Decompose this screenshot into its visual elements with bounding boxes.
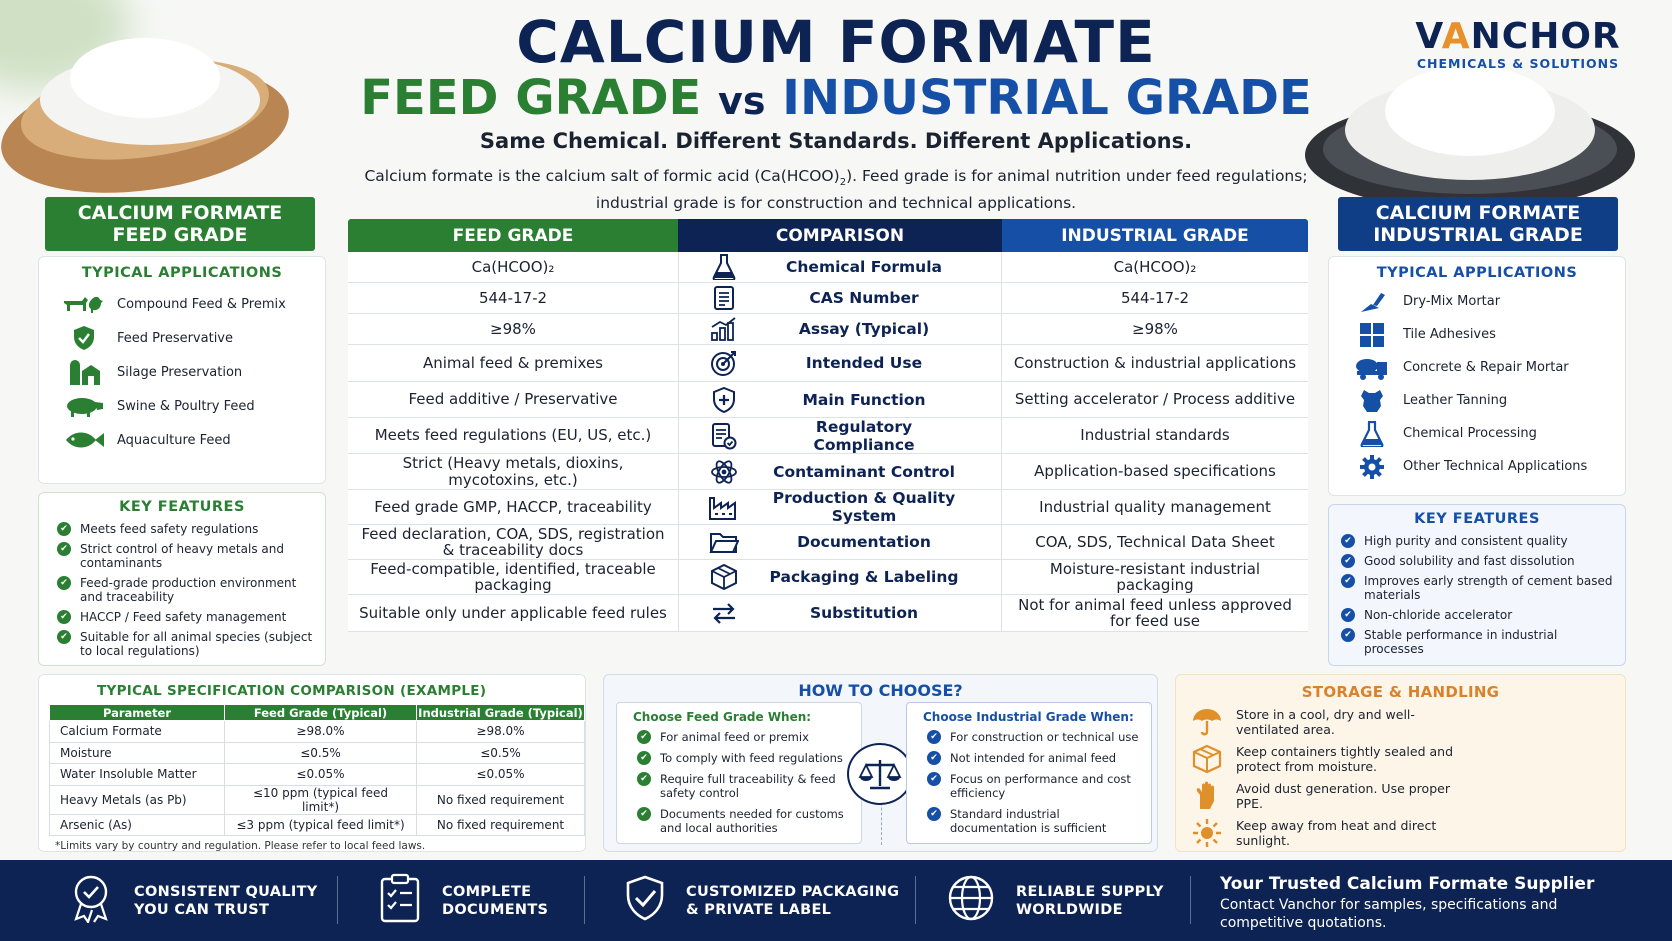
industrial-app-label: Chemical Processing	[1403, 426, 1537, 441]
choose-text: Focus on performance and cost efficiency	[950, 772, 1131, 800]
umbrella-icon	[1188, 707, 1226, 737]
storage-handling-card	[1175, 674, 1626, 852]
feature-item	[57, 522, 319, 536]
industrial-grade-cell: Industrial quality management	[1039, 497, 1271, 516]
shield-check-icon	[624, 874, 666, 927]
footer-separator	[337, 876, 338, 924]
footer-item-quality	[68, 860, 318, 941]
footer-separator	[915, 876, 916, 924]
footer-separator	[584, 876, 585, 924]
spec-row	[50, 742, 585, 764]
comparison-label-cell	[678, 283, 1002, 313]
comparison-label: Documentation	[797, 533, 931, 551]
comparison-label: Substitution	[809, 604, 919, 622]
comparison-label-cell	[678, 454, 1002, 489]
choose-industrial-title: Choose Industrial Grade When:	[923, 710, 1134, 724]
flask-icon	[679, 254, 769, 280]
hide-icon	[1347, 388, 1397, 414]
feed-grade-heading	[45, 197, 315, 251]
storage-item	[1176, 814, 1625, 851]
title-feed-grade: FEED GRADE	[360, 70, 702, 126]
intro-part-a: Calcium formate is the calcium salt of formic acid (Ca(HCOO)	[364, 167, 840, 185]
footer-cta-text: Contact Vanchor for samples, specifications and competitive quotations.	[1220, 897, 1558, 931]
feed-grade-cell: Suitable only under applicable feed rules	[359, 603, 667, 622]
choose-item	[617, 772, 861, 800]
feature-item	[1341, 554, 1619, 568]
feed-heading-line1: CALCIUM FORMATE	[77, 202, 283, 224]
check-circle-icon: ✔	[927, 730, 941, 744]
feature-item	[57, 576, 319, 604]
comparison-label: Contaminant Control	[773, 462, 955, 481]
storage-item	[1176, 777, 1625, 814]
bar-chart-icon	[679, 317, 769, 341]
footer-line: & PRIVATE LABEL	[686, 901, 832, 918]
spec-row	[50, 785, 585, 814]
feed-grade-cell: Meets feed regulations (EU, US, etc.)	[374, 426, 652, 445]
col-head-comparison: COMPARISON	[678, 219, 1002, 252]
check-circle-icon: ✔	[637, 730, 651, 744]
comparison-row	[348, 595, 1308, 632]
atom-icon	[679, 458, 769, 486]
feed-grade-cell: Animal feed & premixes	[423, 353, 603, 372]
feature-text: Suitable for all animal species (subject to local regulations)	[80, 630, 313, 658]
feature-text: HACCP / Feed safety management	[80, 610, 287, 624]
comparison-row	[348, 490, 1308, 525]
choose-item	[617, 730, 861, 744]
storage-text: Keep away from heat and direct sunlight.	[1236, 817, 1437, 848]
shield-icon	[59, 325, 109, 351]
feed-grade-cell: Ca(HCOO)₂	[471, 257, 555, 276]
comparison-label: CAS Number	[809, 289, 919, 307]
logo-letter-a: A	[1441, 16, 1471, 57]
industrial-grade-cell: Ca(HCOO)₂	[1113, 257, 1197, 276]
industrial-app-item	[1347, 417, 1625, 450]
gear-icon	[1347, 454, 1397, 480]
comparison-row	[348, 454, 1308, 490]
intro-part-b: ). Feed grade is for animal nutrition under feed regulations; industrial grade is for construction and technical applications.	[595, 167, 1308, 213]
feature-text: Non-chloride accelerator	[1364, 608, 1513, 622]
shield-plus-icon	[679, 387, 769, 413]
feed-grade-cell: ≥98%	[490, 319, 536, 338]
footer-separator	[1190, 876, 1191, 924]
industrial-app-item	[1347, 384, 1625, 417]
feed-app-label: Swine & Poultry Feed	[117, 398, 255, 414]
comparison-label-cell	[678, 595, 1002, 631]
choose-item	[907, 730, 1151, 744]
spec-row	[50, 764, 585, 786]
footer-item-documents	[378, 860, 548, 941]
comparison-row	[348, 345, 1308, 382]
industrial-grade-cell: 544-17-2	[1120, 288, 1190, 307]
footer-line: DOCUMENTS	[442, 901, 549, 918]
industrial-applications-card	[1328, 256, 1626, 496]
industrial-grade-heading	[1338, 197, 1618, 251]
comparison-label-cell	[678, 560, 1002, 594]
page-subtitle	[0, 70, 1672, 126]
choose-item	[907, 807, 1151, 835]
comparison-row	[348, 560, 1308, 595]
choose-text: For construction or technical use	[950, 730, 1139, 744]
feature-item	[1341, 608, 1619, 622]
spec-table	[49, 704, 585, 836]
check-circle-icon: ✔	[927, 751, 941, 765]
industrial-app-label: Tile Adhesives	[1403, 327, 1496, 342]
industrial-app-item	[1347, 318, 1625, 351]
comparison-label-cell	[678, 525, 1002, 559]
glove-icon	[1188, 781, 1226, 811]
industrial-app-item	[1347, 450, 1625, 483]
comparison-label: Regulatory Compliance	[813, 417, 915, 454]
spec-parameter: Heavy Metals (as Pb)	[50, 785, 225, 814]
check-circle-icon: ✔	[637, 751, 651, 765]
spec-parameter: Water Insoluble Matter	[50, 764, 225, 786]
check-circle-icon: ✔	[927, 772, 941, 786]
comparison-label-cell	[678, 252, 1002, 282]
choose-item	[907, 772, 1151, 800]
col-head-industrial: INDUSTRIAL GRADE	[1002, 219, 1308, 252]
feed-app-label: Aquaculture Feed	[117, 432, 231, 448]
factory-icon	[679, 494, 769, 520]
industrial-app-label: Leather Tanning	[1403, 393, 1508, 408]
spec-industrial-value: No fixed requirement	[417, 814, 585, 836]
industrial-grade-cell: Application-based specifications	[1034, 462, 1276, 481]
feed-applications-card	[38, 256, 326, 484]
spec-parameter: Arsenic (As)	[50, 814, 225, 836]
comparison-label-cell	[678, 314, 1002, 344]
choose-item	[617, 807, 861, 835]
check-circle-icon: ✔	[637, 807, 651, 821]
title-vs: vs	[718, 79, 766, 123]
fish-icon	[59, 430, 109, 450]
logo-letter-v: V	[1415, 16, 1442, 57]
balance-scale-icon	[847, 743, 913, 805]
footer-bar	[0, 860, 1672, 941]
industrial-features-card	[1328, 504, 1626, 666]
comparison-label: Chemical Formula	[786, 258, 942, 276]
industrial-features-title: KEY FEATURES	[1414, 511, 1540, 527]
how-to-choose-card	[603, 674, 1158, 852]
choose-text: Documents needed for customs and local authorities	[660, 807, 844, 835]
flask-icon	[1347, 421, 1397, 447]
feed-grade-cell: Feed declaration, COA, SDS, registration & traceability docs	[361, 524, 665, 559]
storage-title: STORAGE & HANDLING	[1301, 683, 1500, 701]
industrial-grade-cell: ≥98%	[1132, 319, 1178, 338]
feature-text: Feed-grade production environment and traceability	[80, 576, 297, 604]
choose-item	[907, 751, 1151, 765]
comparison-label-cell	[678, 418, 1002, 453]
spec-feed-value: ≤10 ppm (typical feed limit*)	[225, 785, 417, 814]
feed-app-label: Compound Feed & Premix	[117, 296, 286, 312]
industrial-grade-cell: Not for animal feed unless approved for feed use	[1018, 595, 1292, 630]
footer-cta	[1220, 873, 1660, 932]
choose-text: To comply with feed regulations	[660, 751, 843, 765]
comparison-row	[348, 314, 1308, 345]
document-check-icon	[679, 422, 769, 450]
spec-feed-value: ≤3 ppm (typical feed limit*)	[225, 814, 417, 836]
trowel-icon	[1347, 290, 1397, 314]
how-title: HOW TO CHOOSE?	[798, 681, 963, 700]
choose-text: Require full traceability & feed safety control	[660, 772, 836, 800]
feed-grade-cell: Feed grade GMP, HACCP, traceability	[374, 497, 652, 516]
choose-feed-title: Choose Feed Grade When:	[633, 710, 812, 724]
comparison-label: Packaging & Labeling	[769, 568, 959, 586]
spec-title: TYPICAL SPECIFICATION COMPARISON (EXAMPLE)	[97, 683, 487, 699]
choose-industrial-box	[906, 702, 1152, 844]
comparison-label-cell	[678, 345, 1002, 381]
comparison-label: Main Function	[802, 390, 926, 409]
vanchor-logo	[1408, 18, 1628, 71]
feed-app-label: Feed Preservative	[117, 330, 233, 346]
feed-grade-cell: Strict (Heavy metals, dioxins, mycotoxins, etc.)	[402, 454, 624, 489]
storage-text: Avoid dust generation. Use proper PPE.	[1236, 780, 1450, 811]
industrial-app-item	[1347, 285, 1625, 318]
spec-header: Industrial Grade (Typical)	[418, 705, 583, 720]
feature-item	[57, 630, 319, 658]
feature-text: Improves early strength of cement based materials	[1364, 574, 1613, 602]
feed-app-label: Silage Preservation	[117, 364, 243, 380]
feature-item	[1341, 574, 1619, 602]
globe-icon	[946, 873, 996, 928]
spec-industrial-value: No fixed requirement	[417, 785, 585, 814]
storage-item	[1176, 740, 1625, 777]
feature-text: Meets feed safety regulations	[80, 522, 259, 536]
document-icon	[679, 285, 769, 311]
industrial-grade-cell: Industrial standards	[1080, 426, 1230, 445]
storage-item	[1176, 703, 1625, 740]
clipboard-icon	[378, 873, 422, 928]
pig-icon	[59, 395, 109, 417]
feature-text: High purity and consistent quality	[1364, 534, 1568, 548]
storage-text: Keep containers tightly sealed and protect from moisture.	[1236, 743, 1454, 774]
footer-item-packaging	[624, 860, 899, 941]
industrial-app-label: Concrete & Repair Mortar	[1403, 360, 1569, 375]
footer-cta-title: Your Trusted Calcium Formate Supplier	[1220, 874, 1595, 894]
industrial-app-label: Dry-Mix Mortar	[1403, 294, 1501, 309]
feed-app-item	[59, 423, 325, 457]
mixer-truck-icon	[1347, 356, 1397, 380]
industrial-apps-title: TYPICAL APPLICATIONS	[1376, 265, 1578, 281]
check-circle-icon: ✔	[57, 630, 71, 644]
comparison-row	[348, 252, 1308, 283]
spec-comparison-card	[38, 674, 586, 852]
choose-item	[617, 751, 861, 765]
comparison-label-cell	[678, 382, 1002, 417]
check-circle-icon: ✔	[1341, 574, 1355, 588]
feature-text: Stable performance in industrial processes	[1364, 628, 1558, 656]
spec-feed-value: ≤0.5%	[225, 742, 417, 764]
intro-subscript: 2	[839, 177, 847, 189]
feed-grade-cell: Feed-compatible, identified, traceable packaging	[370, 559, 656, 594]
check-circle-icon: ✔	[927, 807, 941, 821]
check-circle-icon: ✔	[57, 522, 71, 536]
industrial-grade-cell: Moisture-resistant industrial packaging	[1049, 559, 1261, 594]
spec-feed-value: ≤0.05%	[225, 764, 417, 786]
spec-row	[50, 721, 585, 743]
storage-text: Store in a cool, dry and well-ventilated area.	[1236, 706, 1415, 737]
check-circle-icon: ✔	[57, 610, 71, 624]
spec-row	[50, 814, 585, 836]
check-circle-icon: ✔	[1341, 608, 1355, 622]
folder-icon	[679, 530, 769, 554]
intro-text	[360, 166, 1312, 214]
footer-line: YOU CAN TRUST	[134, 901, 270, 918]
feature-item	[57, 542, 319, 570]
title-industrial-grade: INDUSTRIAL GRADE	[782, 70, 1312, 126]
spec-industrial-value: ≤0.5%	[417, 742, 585, 764]
spec-parameter: Calcium Formate	[50, 721, 225, 743]
comparison-label: Assay (Typical)	[798, 320, 930, 338]
spec-parameter: Moisture	[50, 742, 225, 764]
check-circle-icon: ✔	[637, 772, 651, 786]
footer-item-supply	[946, 860, 1164, 941]
industrial-app-item	[1347, 351, 1625, 384]
feed-app-item	[59, 389, 325, 423]
comparison-label-cell	[678, 490, 1002, 524]
industrial-heading-line2: INDUSTRIAL GRADE	[1373, 224, 1583, 246]
footer-line: WORLDWIDE	[1016, 901, 1123, 918]
page-title: CALCIUM FORMATE	[516, 8, 1156, 76]
comparison-row	[348, 525, 1308, 560]
industrial-heading-line1: CALCIUM FORMATE	[1375, 202, 1581, 224]
feed-app-item	[59, 321, 325, 355]
comparison-label: Intended Use	[805, 354, 923, 372]
feature-text: Good solubility and fast dissolution	[1364, 554, 1575, 568]
tiles-icon	[1347, 322, 1397, 348]
check-circle-icon: ✔	[57, 576, 71, 590]
feed-features-card	[38, 492, 326, 666]
footer-line: CONSISTENT QUALITY	[134, 883, 318, 900]
col-head-feed: FEED GRADE	[348, 219, 678, 252]
spec-header: Parameter	[50, 705, 225, 721]
comparison-row	[348, 283, 1308, 314]
footer-line: RELIABLE SUPPLY	[1016, 883, 1164, 900]
comparison-label: Production & Quality System	[772, 489, 956, 525]
package-icon	[679, 563, 769, 591]
choose-text: Standard industrial documentation is sufficient	[950, 807, 1107, 835]
spec-industrial-value: ≤0.05%	[417, 764, 585, 786]
feature-item	[57, 610, 319, 624]
comparison-table	[348, 219, 1308, 632]
swap-arrows-icon	[679, 602, 769, 624]
feature-item	[1341, 534, 1619, 548]
choose-text: For animal feed or premix	[660, 730, 809, 744]
spec-header: Feed Grade (Typical)	[225, 705, 417, 721]
choose-text: Not intended for animal feed	[950, 751, 1117, 765]
tagline: Same Chemical. Different Standards. Different Applications.	[479, 129, 1193, 153]
logo-word: NCHOR	[1470, 16, 1621, 57]
industrial-grade-cell: Setting accelerator / Process additive	[1014, 390, 1296, 409]
check-circle-icon: ✔	[1341, 628, 1355, 642]
feed-app-item	[59, 355, 325, 389]
check-circle-icon: ✔	[1341, 554, 1355, 568]
feed-app-item	[59, 287, 325, 321]
livestock-icon	[59, 293, 109, 315]
industrial-grade-cell: Construction & industrial applications	[1013, 353, 1297, 372]
feature-text: Strict control of heavy metals and contaminants	[80, 542, 284, 570]
feed-grade-cell: Feed additive / Preservative	[408, 390, 618, 409]
sun-icon	[1188, 818, 1226, 848]
target-icon	[679, 349, 769, 377]
footer-line: COMPLETE	[442, 883, 532, 900]
industrial-grade-cell: COA, SDS, Technical Data Sheet	[1035, 532, 1275, 551]
spec-feed-value: ≥98.0%	[225, 721, 417, 743]
check-circle-icon: ✔	[57, 542, 71, 556]
feature-item	[1341, 628, 1619, 656]
feed-heading-line2: FEED GRADE	[112, 224, 248, 246]
spec-footnote: *Limits vary by country and regulation. Please refer to local feed laws.	[55, 840, 426, 852]
box-icon	[1188, 744, 1226, 774]
logo-tagline: CHEMICALS & SOLUTIONS	[1416, 56, 1620, 71]
feed-grade-cell: 544-17-2	[478, 288, 548, 307]
comparison-row	[348, 382, 1308, 418]
footer-line: CUSTOMIZED PACKAGING	[686, 883, 900, 900]
choose-feed-box	[616, 702, 862, 844]
feed-apps-title: TYPICAL APPLICATIONS	[81, 265, 283, 281]
feed-features-title: KEY FEATURES	[119, 499, 245, 515]
spec-industrial-value: ≥98.0%	[417, 721, 585, 743]
comparison-row	[348, 418, 1308, 454]
industrial-app-label: Other Technical Applications	[1403, 459, 1588, 474]
check-circle-icon: ✔	[1341, 534, 1355, 548]
award-badge-icon	[68, 873, 114, 928]
silo-icon	[59, 359, 109, 385]
